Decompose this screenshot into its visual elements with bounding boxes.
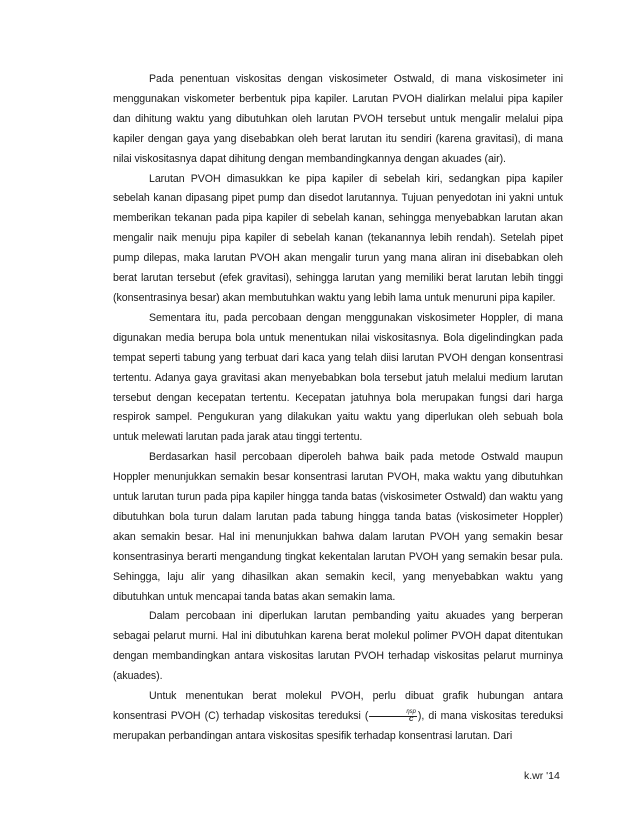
paragraph: Dalam percobaan ini diperlukan larutan pembanding yaitu akuades yang berperan sebagai pelarut murni. Hal ini dibutuhkan karena berat molekul polimer PVOH dapat ditentukan dengan membandingkan antara viskositas larutan PVOH terhadap viskositas pelarut murninya (akuades).	[113, 610, 563, 683]
body-text	[113, 70, 563, 747]
paragraph-text: Untuk menentukan berat molekul PVOH, perlu dibuat grafik hubungan antara konsentrasi PVOH (C) terhadap viskositas tereduksi (	[113, 690, 563, 722]
footer-signature: k.wr '14	[524, 770, 560, 782]
paragraph: Larutan PVOH dimasukkan ke pipa kapiler di sebelah kiri, sedangkan pipa kapiler sebelah kanan dipasang pipet pump dan disedot larutannya. Tujuan penyedotan ini yakni untuk memberikan tekanan pada pipa kapiler di sebelah kanan, sehingga menyebabkan larutan akan mengalir naik menuju pipa kapiler di sebelah kanan (tekanannya lebih rendah). Setelah pipet pump dilepas, maka larutan PVOH akan mengalir turun yang mana aliran ini disebabkan oleh berat larutan tersebut (efek gravitasi), sehingga larutan yang memiliki berat larutan lebih tinggi (konsentrasinya besar) akan membutuhkan waktu yang lebih lama untuk menuruni pipa kapiler.	[113, 172, 563, 304]
paragraph-text: ), di mana viskositas tereduksi merupakan perbandingan antara viskositas spesifik terhadap konsentrasi larutan. Dari	[113, 710, 564, 742]
reduced-viscosity-fraction	[369, 709, 417, 724]
paragraph: Berdasarkan hasil percobaan diperoleh bahwa baik pada metode Ostwald maupun Hoppler menunjukkan semakin besar konsentrasi larutan PVOH, maka waktu yang dibutuhkan untuk larutan turun pada pipa kapiler hingga tanda batas (viskosimeter Ostwald) dan waktu yang dibutuhkan bola turun dalam larutan pada tabung hingga tanda batas (viskosimeter Hoppler) akan semakin besar. Hal ini menunjukkan bahwa dalam larutan PVOH yang semakin besar konsentrasinya berarti mengandung tingkat kekentalan larutan PVOH yang semakin besar pula. Sehingga, laju alir yang dihasilkan akan semakin kecil, yang menyebabkan waktu yang dibutuhkan untuk mencapai tanda batas akan semakin lama.	[113, 451, 563, 603]
fraction-numerator: ηsp	[369, 709, 417, 717]
paragraph: Sementara itu, pada percobaan dengan menggunakan viskosimeter Hoppler, di mana digunakan media berupa bola untuk menentukan nilai viskositasnya. Bola digelindingkan pada tempat seperti tabung yang terbuat dari kaca yang telah diisi larutan PVOH dengan konsentrasi tertentu. Adanya gaya gravitasi akan menyebabkan bola tersebut jatuh melalui medium larutan tersebut dengan kecepatan tertentu. Kecepatan jatuhnya bola merupakan fungsi dari harga respirok sampel. Pengukuran yang dilakukan yaitu waktu yang diperlukan oleh sebuah bola untuk melewati larutan pada jarak atau tinggi tertentu.	[113, 311, 563, 444]
paragraph: Pada penentuan viskositas dengan viskosimeter Ostwald, di mana viskosimeter ini menggunakan viskometer berbentuk pipa kapiler. Larutan PVOH dialirkan melalui pipa kapiler dan dihitung waktu yang dibutuhkan oleh larutan PVOH tersebut untuk mengalir melalui pipa kapiler dengan gaya yang disebabkan oleh berat larutan itu sendiri (karena gravitasi), di mana nilai viskositasnya dapat dihitung dengan membandingkannya dengan akuades (air).	[113, 73, 563, 165]
paragraph-formula	[113, 687, 563, 747]
fraction-denominator: C	[408, 716, 414, 723]
